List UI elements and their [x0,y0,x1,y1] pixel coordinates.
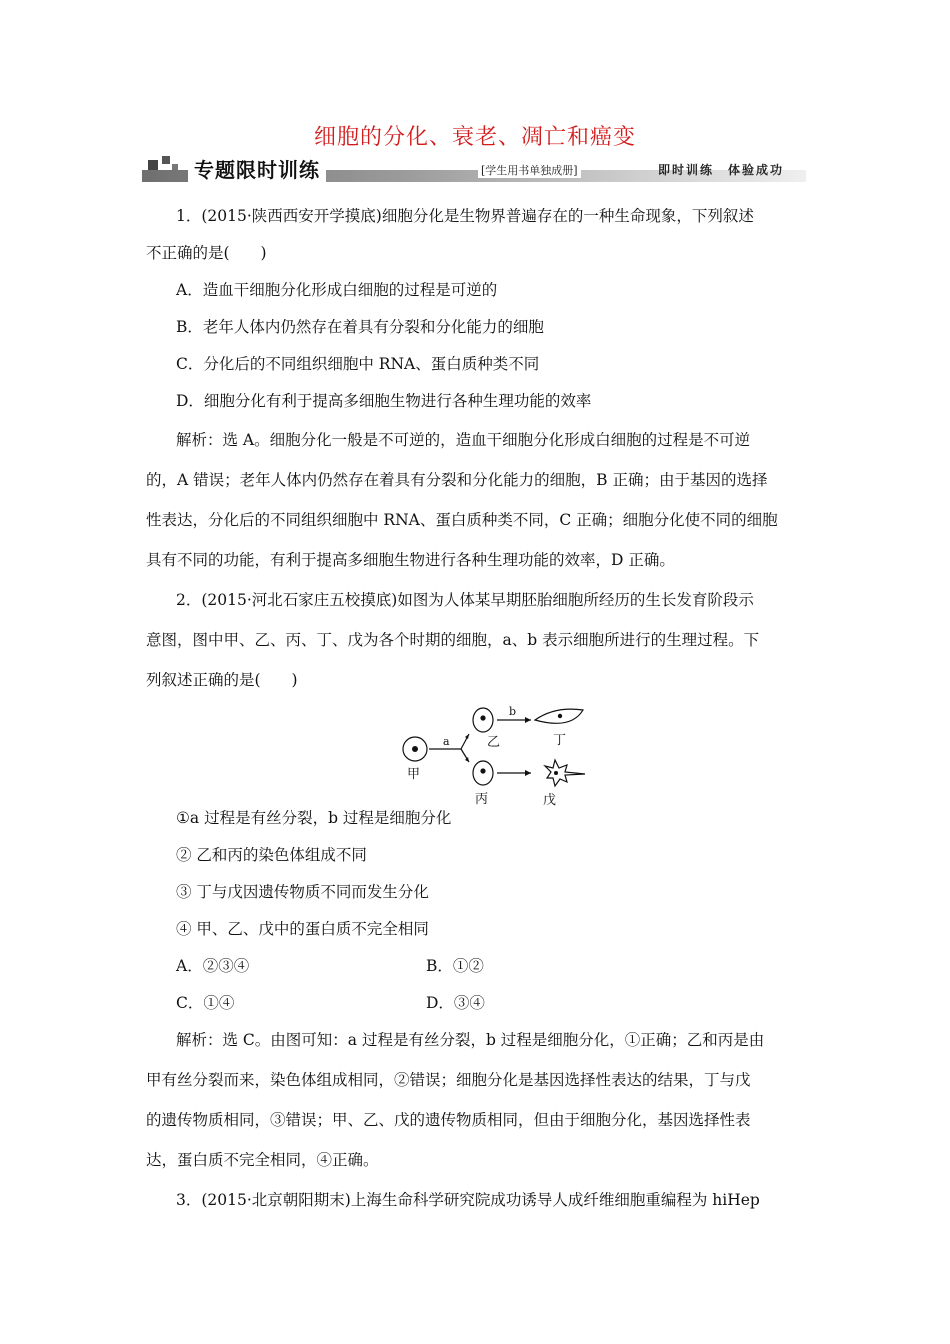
q1-option-b: B．老年人体内仍然存在着具有分裂和分化能力的细胞 [176,318,544,336]
q2-stem-line2: 意图，图中甲、乙、丙、丁、戊为各个时期的细胞，a、b 表示细胞所进行的生理过程。下 [146,631,760,649]
page-title: 细胞的分化、衰老、凋亡和癌变 [313,125,636,150]
cell-wu [545,760,585,786]
label-bing: 丙 [475,792,489,807]
banner-slogan: 即时训练 体验成功 [658,163,785,177]
q2-analysis-line3: 的遗传物质相同，③错误；甲、乙、戊的遗传物质相同，但由于细胞分化，基因选择性表 [146,1111,751,1129]
nucleus-wu [554,771,558,775]
q1-analysis-line4: 具有不同的功能，有利于提高多细胞生物进行各种生理功能的效率，D 正确。 [146,551,675,569]
banner-square-icon [148,160,158,170]
banner-square-icon [172,164,178,170]
q1-analysis-line2: 的，A 错误；老年人体内仍然存在着具有分裂和分化能力的细胞，B 正确；由于基因的选择 [146,471,768,489]
banner-label: 专题限时训练 [188,154,326,183]
q2-stem-line1: 2．(2015·河北石家庄五校摸底)如图为人体某早期胚胎细胞所经历的生长发育阶段示 [176,591,754,609]
label-jia: 甲 [407,767,421,782]
q2-statement-1: ①a 过程是有丝分裂，b 过程是细胞分化 [176,809,452,827]
q1-option-d: D．细胞分化有利于提高多细胞生物进行各种生理功能的效率 [176,392,592,410]
q3-stem-line1: 3．(2015·北京朝阳期末)上海生命科学研究院成功诱导人成纤维细胞重编程为 hiHep [176,1191,760,1209]
q2-option-b: B．①② [426,957,484,975]
q2-analysis-line4: 达，蛋白质不完全相同，④正确。 [146,1151,379,1169]
q2-option-d: D．③④ [426,994,485,1012]
q2-option-c: C．①④ [176,994,235,1012]
q2-option-a: A．②③④ [176,957,250,975]
arrowhead-b [525,717,531,723]
label-yi: 乙 [487,735,501,750]
label-a: a [443,735,450,748]
nucleus-jia [412,746,418,752]
label-b: b [509,705,517,718]
label-ding: 丁 [553,733,567,748]
cell-development-diagram [385,700,615,810]
q2-analysis-line1: 解析：选 C。由图可知：a 过程是有丝分裂，b 过程是细胞分化，①正确；乙和丙是由 [176,1031,765,1049]
q2-statement-2: ② 乙和丙的染色体组成不同 [176,846,367,864]
q1-analysis-line3: 性表达，分化后的不同组织细胞中 RNA、蛋白质种类不同，C 正确；细胞分化使不同的细胞 [146,511,778,529]
arrowhead-up [465,734,469,739]
q1-analysis-line1: 解析：选 A。细胞分化一般是不可逆的，造血干细胞分化形成白细胞的过程是不可逆 [176,431,751,449]
q2-statement-4: ④ 甲、乙、戊中的蛋白质不完全相同 [176,920,429,938]
arrowhead-bing-wu [525,770,531,776]
q2-statement-3: ③ 丁与戊因遗传物质不同而发生分化 [176,883,429,901]
q1-option-a: A．造血干细胞分化形成白细胞的过程是可逆的 [176,281,498,299]
nucleus-bing [480,768,485,773]
q1-stem-line2: 不正确的是( ) [146,244,267,262]
q2-analysis-line2: 甲有丝分裂而来，染色体组成相同，②错误；细胞分化是基因选择性表达的结果，丁与戊 [146,1071,751,1089]
q1-stem-line1: 1．(2015·陕西西安开学摸底)细胞分化是生物界普遍存在的一种生命现象，下列叙述 [176,207,754,225]
banner-square-icon [162,156,170,164]
label-wu: 戊 [543,793,557,808]
q2-stem-line3: 列叙述正确的是( ) [146,671,298,689]
nucleus-yi [480,715,485,720]
section-banner [142,154,806,184]
q1-option-c: C．分化后的不同组织细胞中 RNA、蛋白质种类不同 [176,355,540,373]
nucleus-ding [558,714,562,718]
banner-note: [学生用书单独成册] [478,162,581,178]
